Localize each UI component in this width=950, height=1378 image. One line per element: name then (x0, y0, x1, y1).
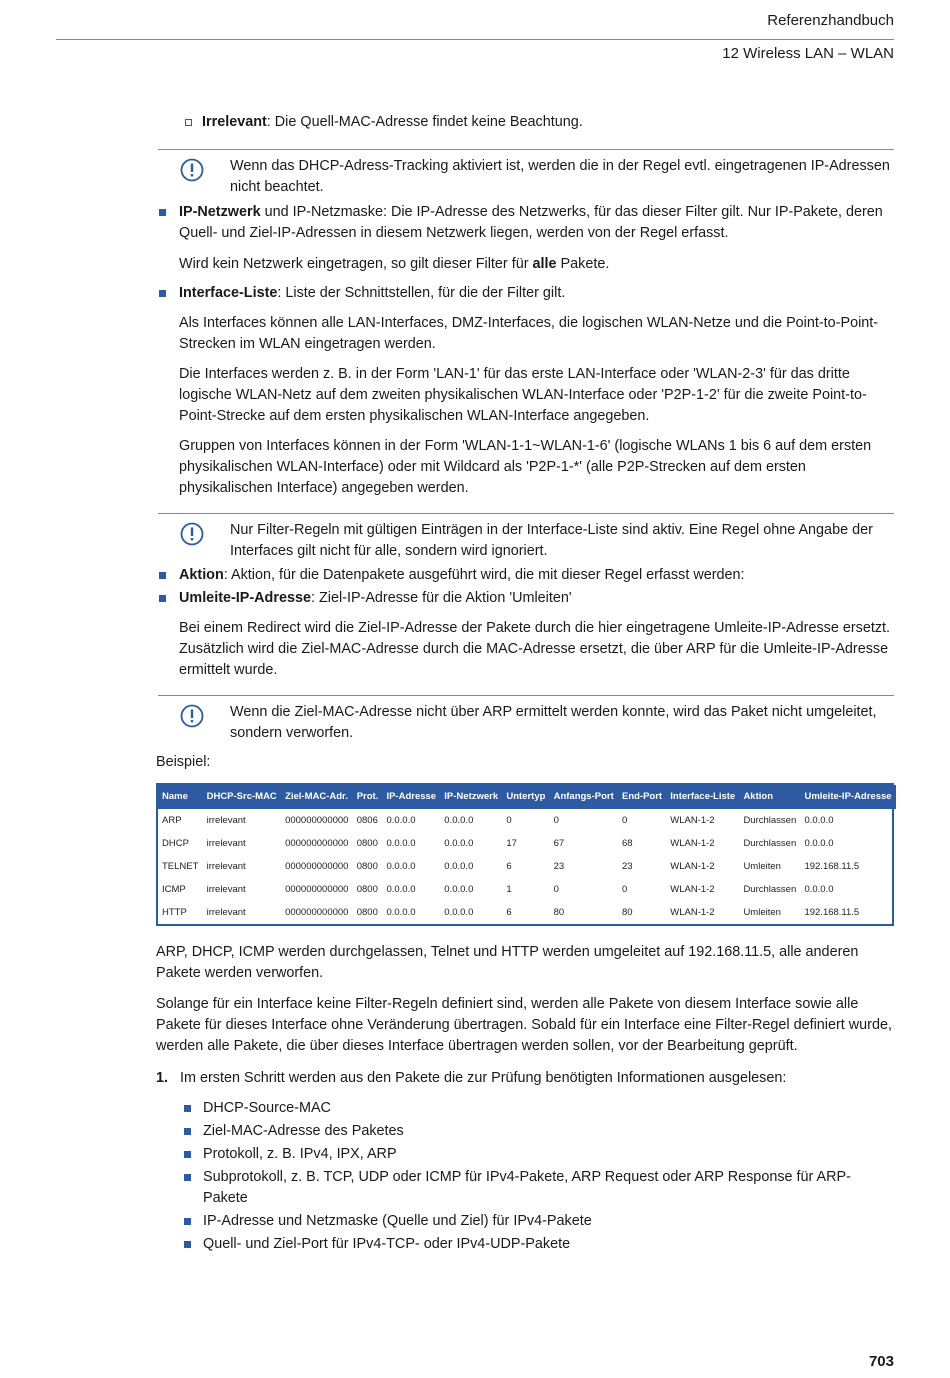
note-text-3: Wenn die Ziel-MAC-Adresse nicht über ARP ermittelt werden konnte, wird das Paket nicht umgeleitet, sondern verworfen. (230, 704, 877, 741)
paragraph-interfaces-2: Als Interfaces können alle LAN-Interfaces, DMZ-Interfaces, die logischen WLAN-Netze und die Point-to-Point-Strecken im WLAN eingetragen werden. (179, 315, 879, 352)
table-cell: irrelevant (206, 814, 246, 826)
step-number: 1. (156, 1070, 169, 1086)
table-row (158, 855, 896, 878)
table-cell: WLAN-1-2 (670, 837, 715, 849)
table-cell: 17 (506, 837, 517, 849)
list-item (156, 1098, 894, 1119)
table-row (158, 878, 896, 901)
bold-alle: alle (532, 256, 557, 272)
table-cell: 192.168.11.5 (804, 906, 860, 918)
text-umleite-ip: : Ziel-IP-Adresse für die Aktion 'Umleiten' (310, 590, 572, 606)
paragraph-ip-netzwerk-2 (156, 254, 894, 275)
list-item-text: Quell- und Ziel-Port für IPv4-TCP- oder IPv4-UDP-Pakete (203, 1236, 571, 1252)
term-irrelevant: Irrelevant (202, 114, 267, 130)
column-header: Ziel-MAC-Adr. (281, 785, 353, 809)
table-cell: WLAN-1-2 (670, 883, 715, 895)
table-cell: 0.0.0.0 (386, 906, 416, 918)
table-cell: 192.168.11.5 (804, 860, 860, 872)
note-box-2 (158, 513, 894, 562)
table-cell: 0.0.0.0 (386, 814, 416, 826)
square-bullet-icon (184, 1105, 191, 1112)
table-cell: 0.0.0.0 (444, 860, 474, 872)
table-cell: 0.0.0.0 (444, 837, 474, 849)
column-header: Prot. (353, 785, 383, 809)
text-part: Wird kein Netzwerk eingetragen, so gilt dieser Filter für (179, 256, 533, 272)
text-part: Pakete. (556, 256, 610, 272)
note-box-1 (158, 149, 894, 198)
list-item-irrelevant (156, 112, 894, 133)
table-cell: 0.0.0.0 (804, 883, 834, 895)
square-bullet-icon (184, 1128, 191, 1135)
table-cell: 67 (553, 837, 565, 849)
table-cell: 0.0.0.0 (386, 860, 416, 872)
term-aktion: Aktion (179, 567, 224, 583)
table-cell: 0.0.0.0 (444, 814, 474, 826)
square-bullet-icon (184, 1241, 191, 1248)
column-header: IP-Netzwerk (440, 785, 502, 809)
term-ip-netzwerk: IP-Netzwerk (179, 204, 261, 220)
table-cell: 68 (621, 837, 633, 849)
list-item (156, 1234, 894, 1255)
column-header: End-Port (618, 785, 666, 809)
table-cell: 0.0.0.0 (804, 837, 834, 849)
term-umleite-ip: Umleite-IP-Adresse (179, 590, 311, 606)
square-bullet-icon (159, 290, 166, 297)
table-cell: 0.0.0.0 (444, 883, 474, 895)
table-body (158, 809, 896, 924)
table-cell: 000000000000 (285, 837, 349, 849)
table-cell: irrelevant (206, 860, 246, 872)
table-cell: 80 (553, 906, 565, 918)
column-header: DHCP-Src-MAC (203, 785, 281, 809)
table-cell: 0 (621, 814, 628, 826)
list-item (156, 1167, 894, 1209)
page-content (156, 112, 894, 1255)
example-label: Beispiel: (156, 754, 211, 770)
table-row (158, 901, 896, 924)
paragraph-interfaces-4: Gruppen von Interfaces können in der Form 'WLAN-1-1~WLAN-1-6' (logische WLANs 1 bis 6 auf dem ersten physikalischen WLAN-Interface) oder mit Wildcard als 'P2P-1-*' (alle P2P-Strecken auf dem ersten physikalischen Interface) angegeben werden. (179, 438, 872, 496)
square-bullet-icon (184, 1151, 191, 1158)
square-bullet-icon (184, 1218, 191, 1225)
paragraph-umleite-2: Bei einem Redirect wird die Ziel-IP-Adresse der Pakete durch die hier eingetragene Umleite-IP-Adresse ersetzt. Zusätzlich wird die Ziel-MAC-Adresse durch die MAC-Adresse ersetzt, die über ARP für die Umleite-IP-Adresse ermittelt wurde. (179, 620, 891, 678)
filter-table (156, 783, 894, 926)
square-bullet-icon (184, 1174, 191, 1181)
table-cell: 000000000000 (285, 814, 349, 826)
paragraph-interface-rules: Solange für ein Interface keine Filter-Regeln definiert sind, werden alle Pakete von diesem Interface sowie alle Pakete für dieses Interface ohne Veränderung übertragen. Sobald für ein Interface eine Filter-Regel definiert wurde, werden alle Pakete, die über dieses Interface übertragen werden sollen, vor der Bearbeitung geprüft. (156, 996, 892, 1054)
table-cell: 0.0.0.0 (386, 837, 416, 849)
table-cell: 0 (506, 814, 512, 826)
table-cell: 0800 (356, 860, 378, 872)
column-header: Interface-Liste (666, 785, 739, 809)
page-header-title: Referenzhandbuch (767, 12, 894, 29)
table-cell: 0800 (356, 883, 378, 895)
note-text-2: Nur Filter-Regeln mit gültigen Einträgen in der Interface-Liste sind aktiv. Eine Regel ohne Angabe der Interfaces gilt nicht für alle, sondern wird ignoriert. (230, 522, 873, 559)
table-cell: 000000000000 (285, 860, 349, 872)
table-cell: Durchlassen (743, 837, 797, 849)
table-cell: WLAN-1-2 (670, 860, 715, 872)
table-cell: Umleiten (743, 906, 781, 918)
table-cell: 000000000000 (285, 906, 349, 918)
paragraph-interfaces-3: Die Interfaces werden z. B. in der Form 'LAN-1' für das erste LAN-Interface oder 'WLAN-2-3' für das dritte logische WLAN-Netz auf dem zweiten physikalischen WLAN-Interface oder 'P2P-1-2' für die zweite Point-to-Point-Strecke auf dem ersten physikalischen WLAN-Interface angegeben. (179, 366, 867, 424)
column-header: IP-Adresse (382, 785, 440, 809)
table-cell: 23 (621, 860, 633, 872)
table-cell: 000000000000 (285, 883, 349, 895)
table-cell: 0 (553, 883, 559, 895)
square-bullet-icon (159, 572, 166, 579)
list-item (156, 1144, 894, 1165)
step-text: Im ersten Schritt werden aus den Pakete die zur Prüfung benötigten Informationen ausgelesen: (180, 1070, 787, 1086)
table-cell: 0800 (356, 906, 378, 918)
text-irrelevant: : Die Quell-MAC-Adresse findet keine Beachtung. (266, 114, 583, 130)
table-cell: 6 (506, 906, 512, 918)
table-cell: 1 (506, 883, 512, 895)
table-cell: WLAN-1-2 (670, 906, 715, 918)
page-header-chapter: 12 Wireless LAN – WLAN (722, 45, 894, 62)
square-bullet-icon (159, 209, 166, 216)
table-cell: 0.0.0.0 (386, 883, 416, 895)
text-aktion: : Aktion, für die Datenpakete ausgeführt wird, die mit dieser Regel erfasst werden: (223, 567, 745, 583)
list-item (156, 1121, 894, 1142)
square-bullet-icon (159, 595, 166, 602)
column-header: Aktion (739, 785, 800, 809)
table-cell: Umleiten (743, 860, 781, 872)
table-cell: 23 (553, 860, 565, 872)
note-box-3 (158, 695, 894, 744)
table-cell: 0 (553, 814, 559, 826)
column-header: Untertyp (502, 785, 549, 809)
table-cell: 0806 (356, 814, 378, 826)
table-cell: 80 (621, 906, 633, 918)
text-interface-liste: : Liste der Schnittstellen, für die der Filter gilt. (277, 285, 566, 301)
page-number: 703 (868, 1353, 894, 1370)
table-cell: 6 (506, 860, 512, 872)
table-cell: ARP (162, 814, 182, 826)
open-square-bullet-icon (185, 119, 192, 126)
table-cell: 0800 (356, 837, 378, 849)
info-exclamation-icon (180, 158, 204, 182)
table-cell: Durchlassen (743, 814, 797, 826)
note-text-1: Wenn das DHCP-Adress-Tracking aktiviert ist, werden die in der Regel evtl. eingetragenen IP-Adressen nicht beachtet. (230, 158, 890, 195)
list-item-umleite-ip (156, 588, 894, 609)
table-cell: TELNET (162, 860, 199, 872)
info-exclamation-icon (180, 522, 204, 546)
list-item-text: Subprotokoll, z. B. TCP, UDP oder ICMP für IPv4-Pakete, ARP Request oder ARP Response für ARP-Pakete (203, 1169, 851, 1206)
column-header: Anfangs-Port (550, 785, 618, 809)
header-rule (56, 39, 894, 40)
term-interface-liste: Interface-Liste (179, 285, 278, 301)
list-item-interface-liste (156, 283, 894, 304)
list-item-ip-netzwerk (156, 202, 894, 244)
table-cell: 0.0.0.0 (444, 906, 474, 918)
list-item-text: Protokoll, z. B. IPv4, IPX, ARP (203, 1146, 397, 1162)
list-item-text: Ziel-MAC-Adresse des Paketes (203, 1123, 404, 1139)
info-exclamation-icon (180, 704, 204, 728)
table-cell: 0 (621, 883, 628, 895)
table-row (158, 832, 896, 855)
table-cell: irrelevant (206, 837, 246, 849)
table-row (158, 809, 896, 832)
list-item-text: IP-Adresse und Netzmaske (Quelle und Ziel) für IPv4-Pakete (203, 1213, 592, 1229)
column-header: Umleite-IP-Adresse (800, 785, 896, 809)
table-cell: HTTP (162, 906, 187, 918)
table-cell: Durchlassen (743, 883, 797, 895)
list-item-text: DHCP-Source-MAC (203, 1100, 331, 1116)
table-header-row (158, 785, 896, 809)
paragraph-summary: ARP, DHCP, ICMP werden durchgelassen, Telnet und HTTP werden umgeleitet auf 192.168.11.5, alle anderen Pakete werden verworfen. (156, 944, 859, 981)
table-cell: 0.0.0.0 (804, 814, 834, 826)
list-item-aktion (156, 565, 894, 586)
table-cell: irrelevant (206, 906, 246, 918)
table-cell: irrelevant (206, 883, 246, 895)
column-header: Name (158, 785, 203, 809)
list-item (156, 1211, 894, 1232)
table-cell: ICMP (162, 883, 186, 895)
info-bullet-list (156, 1098, 894, 1255)
numbered-step-1 (156, 1068, 894, 1089)
table-cell: WLAN-1-2 (670, 814, 715, 826)
table-cell: DHCP (162, 837, 189, 849)
text-ip-netzwerk: und IP-Netzmaske: Die IP-Adresse des Netzwerks, für das dieser Filter gilt. Nur IP-Pakete, deren Quell- und Ziel-IP-Adressen in diesem Netzwerk liegen, werden von der Regel erfasst. (179, 204, 883, 241)
